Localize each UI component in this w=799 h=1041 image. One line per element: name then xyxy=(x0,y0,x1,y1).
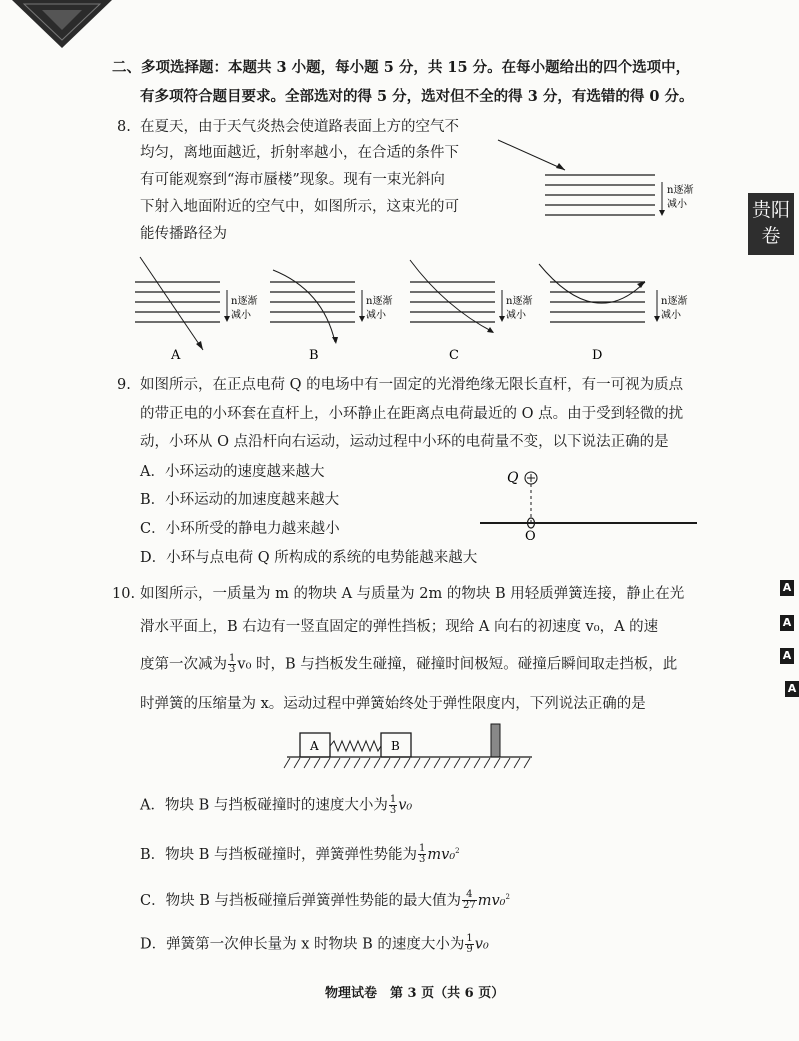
q10-text-line4: 时弹簧的压缩量为 x。运动过程中弹簧始终处于弹性限度内，下列说法正确的是 xyxy=(140,696,646,712)
q8-text-line: 在夏天，由于天气炎热会使道路表面上方的空气不 xyxy=(140,119,459,135)
q9-fig-charge-label: Q xyxy=(507,470,519,486)
q8-text-line: 均匀，离地面越近，折射率越小，在合适的条件下 xyxy=(140,145,459,161)
q8-option-label: C xyxy=(449,348,459,363)
q8-number: 8. xyxy=(117,119,131,135)
q10-option-d-value: v₀ xyxy=(474,936,489,953)
fraction: $\frac{1}{9}$ xyxy=(466,933,473,955)
q8-main-figure xyxy=(490,130,710,230)
q9-option: A．小环运动的速度越来越大 xyxy=(140,464,325,480)
q10-text-line3-pre: 度第一次减为 xyxy=(140,656,227,673)
q8-option-label: B xyxy=(309,348,319,363)
region-tab xyxy=(748,193,794,255)
q8-text-line: 有可能观察到“海市蜃楼”现象。现有一束光斜向 xyxy=(140,172,445,188)
header-seal-image xyxy=(12,0,112,48)
q8-text-line: 能传播路径为 xyxy=(140,226,227,242)
q9-option: D．小环与点电荷 Q 所构成的系统的电势能越来越大 xyxy=(140,550,478,566)
q10-option-b-value: mv₀ xyxy=(427,846,456,863)
q10-option-c-value: mv₀ xyxy=(477,892,506,909)
q10-figure xyxy=(282,722,537,772)
q8-option-b-figure xyxy=(270,270,392,363)
q10-option-a xyxy=(140,795,412,816)
q8-fig-label2: 减小 xyxy=(506,310,526,321)
q10-option-d-text: D．弹簧第一次伸长量为 x 时物块 B 的速度大小为 xyxy=(140,936,465,953)
superscript: 2 xyxy=(505,893,510,901)
q8-option-a-figure xyxy=(135,257,257,363)
q9-figure xyxy=(475,462,705,544)
q10-option-b xyxy=(140,841,460,865)
q10-text-line3-post: v₀ 时，B 与挡板发生碰撞，碰撞时间极短。碰撞后瞬间取走挡板，此 xyxy=(237,656,678,673)
q10-fig-block-b: B xyxy=(391,739,400,753)
page-footer: 物理试卷 第 3 页（共 6 页） xyxy=(325,986,505,1001)
superscript: 2 xyxy=(455,847,460,855)
q9-fig-o-label: O xyxy=(525,529,536,544)
q9-option: C．小环所受的静电力越来越小 xyxy=(140,521,340,537)
q8-main-figure-label1: n逐渐 xyxy=(667,185,694,196)
q8-fig-label2: 减小 xyxy=(231,310,251,321)
q8-option-c-figure xyxy=(410,260,532,363)
side-mark: A xyxy=(780,615,794,631)
q9-text-line: 动，小环从 O 点沿杆向右运动，运动过程中小环的电荷量不变，以下说法正确的是 xyxy=(140,434,669,450)
fraction: $\frac{4}{27}$ xyxy=(462,889,476,912)
section-heading-line2: 有多项符合题目要求。全部选对的得 5 分，选对但不全的得 3 分，有选错的得 0 分。 xyxy=(140,88,694,105)
q9-text-line: 如图所示，在正点电荷 Q 的电场中有一固定的光滑绝缘无限长直杆，有一可视为质点 xyxy=(140,377,684,393)
fraction: $\frac{1}{3}$ xyxy=(419,843,426,866)
q8-option-label: D xyxy=(592,348,603,363)
q8-text-line: 下射入地面附近的空气中，如图所示，这束光的可 xyxy=(140,199,459,215)
section-heading-line1: 二、多项选择题：本题共 3 小题，每小题 5 分，共 15 分。在每小题给出的四个选项中， xyxy=(112,59,691,76)
q8-main-figure-label2: 减小 xyxy=(667,199,687,210)
q9-option: B．小环运动的加速度越来越大 xyxy=(140,492,340,508)
side-mark: A xyxy=(780,648,794,664)
q8-fig-label1: n逐渐 xyxy=(506,296,533,307)
side-mark: A xyxy=(780,580,794,596)
q10-option-b-text: B．物块 B 与挡板碰撞时，弹簧弹性势能为 xyxy=(140,846,418,863)
side-mark: A xyxy=(785,681,799,697)
q10-option-d xyxy=(140,934,489,955)
region-tab-line2: 卷 xyxy=(761,225,781,247)
q8-fig-label2: 减小 xyxy=(366,310,386,321)
q8-fig-label2: 减小 xyxy=(661,310,681,321)
q10-number: 10. xyxy=(112,586,136,602)
q10-text-line2: 滑水平面上，B 右边有一竖直固定的弹性挡板；现给 A 向右的初速度 v₀，A 的速 xyxy=(140,619,659,635)
q8-options-figure xyxy=(125,252,695,364)
fraction: $\frac{1}{3}$ xyxy=(389,794,397,816)
q10-fig-block-a: A xyxy=(310,739,319,753)
q10-text-line1: 如图所示，一质量为 m 的物块 A 与质量为 2m 的物块 B 用轻质弹簧连接，静止在光 xyxy=(140,586,685,602)
q8-option-label: A xyxy=(171,348,181,363)
q8-fig-label1: n逐渐 xyxy=(661,296,688,307)
q8-fig-label1: n逐渐 xyxy=(366,296,393,307)
q9-text-line: 的带正电的小环套在直杆上，小环静止在距离点电荷最近的 O 点。由于受到轻微的扰 xyxy=(140,406,684,422)
q10-option-c-text: C．物块 B 与挡板碰撞后弹簧弹性势能的最大值为 xyxy=(140,892,461,909)
q10-text-line3 xyxy=(140,654,677,675)
region-tab-line1: 贵阳 xyxy=(751,199,790,221)
q10-option-a-value: v₀ xyxy=(398,797,413,814)
q8-fig-label1: n逐渐 xyxy=(231,296,258,307)
q10-option-a-text: A．物块 B 与挡板碰撞时的速度大小为 xyxy=(140,797,388,814)
q10-option-c xyxy=(140,887,510,911)
q8-option-d-figure xyxy=(539,264,687,363)
q9-number: 9. xyxy=(117,377,131,393)
fraction: $\frac{1}{3}$ xyxy=(229,653,236,675)
